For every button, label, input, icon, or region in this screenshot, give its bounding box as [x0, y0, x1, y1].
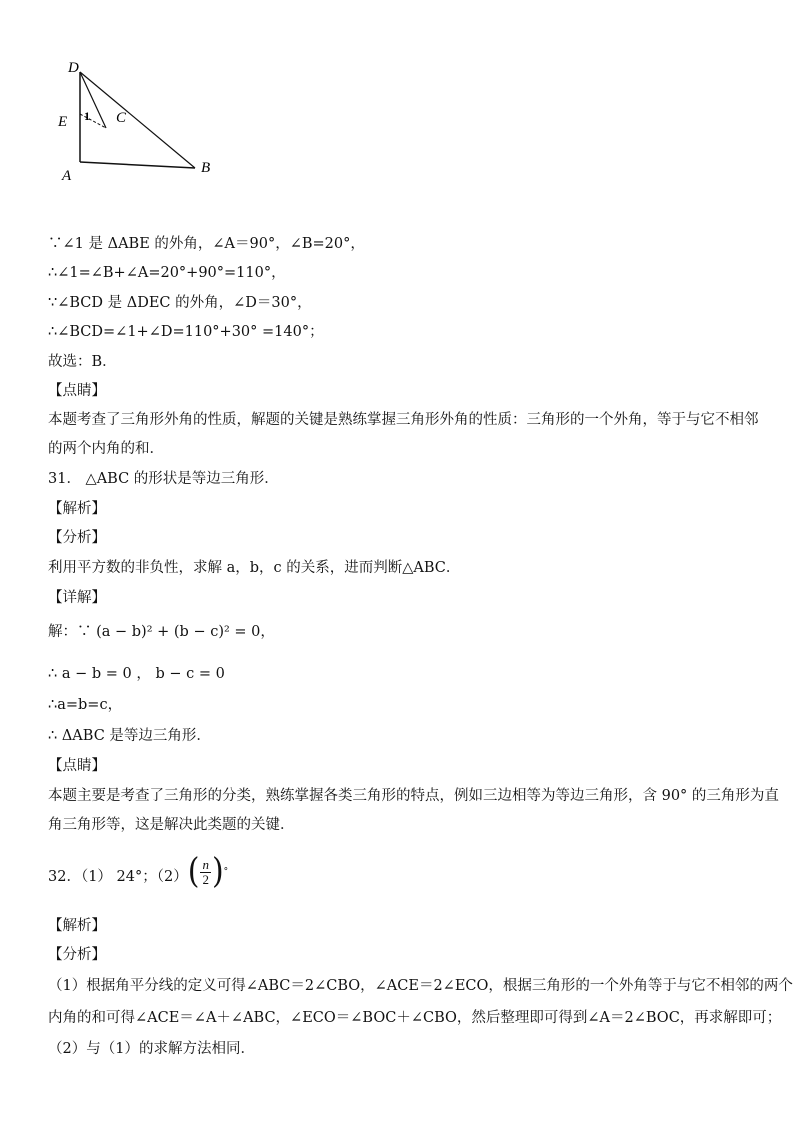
step-2: ∴ a − b = 0 ， b − c = 0 — [48, 666, 225, 682]
q32-degree: ° — [223, 867, 229, 877]
solution-line-1: ∵∠1 是 ΔABE 的外角，∠A＝90°，∠B=20°， — [48, 236, 365, 252]
analysis-32-line-1: （1）根据角平分线的定义可得∠ABC＝2∠CBO，∠ACE＝2∠ECO，根据三角形的一个外角等于与它不相邻的两个 — [48, 978, 793, 994]
segment-AB — [80, 162, 195, 168]
segment-DB — [80, 72, 195, 168]
section-heading-jiexi: 【解析】 — [48, 501, 106, 517]
label-angle-1: 1 — [84, 109, 90, 123]
solution-line-3: ∵∠BCD 是 ΔDEC 的外角，∠D＝30°， — [48, 295, 312, 311]
comment-paragraph-1a: 本题考查了三角形外角的性质，解题的关键是熟练掌握三角形外角的性质：三角形的一个外角，等于与它不相邻 — [48, 412, 759, 428]
q32-prefix: 32．（1） 24°；（2） — [48, 869, 188, 885]
section-heading-fenxi-2: 【分析】 — [48, 947, 106, 963]
answer-line: 故选：B． — [48, 354, 117, 370]
label-A: A — [62, 168, 72, 184]
label-B: B — [201, 160, 211, 176]
section-heading-xiangjie: 【详解】 — [48, 590, 106, 606]
q32-denominator: 2 — [202, 871, 209, 887]
section-heading-jiexi-2: 【解析】 — [48, 918, 106, 934]
comment-paragraph-1b: 的两个内角的和． — [48, 441, 164, 457]
solution-line-4: ∴∠BCD=∠1+∠D=110°+30° =140°； — [48, 324, 324, 340]
comment-paragraph-2a: 本题主要是考查了三角形的分类，熟练掌握各类三角形的特点，例如三边相等为等边三角形，含 90° 的三角形为直 — [48, 788, 779, 804]
solution-line-2: ∴∠1=∠B+∠A=20°+90°=110°， — [48, 265, 286, 281]
comment-paragraph-2b: 角三角形等，这是解决此类题的关键． — [48, 817, 295, 833]
analysis-31: 利用平方数的非负性，求解 a，b，c 的关系，进而判断△ABC． — [48, 560, 461, 576]
step-4: ∴ ΔABC 是等边三角形． — [48, 728, 211, 744]
question-31-answer: 31． △ABC 的形状是等边三角形． — [48, 471, 279, 487]
label-C: C — [116, 110, 127, 126]
step-3: ∴a=b=c， — [48, 697, 123, 713]
question-32-answer — [48, 851, 229, 892]
q32-numerator: n — [202, 856, 209, 872]
label-D: D — [68, 60, 79, 76]
label-E: E — [58, 114, 68, 130]
step-1: 解：∵ (a − b)² + (b − c)² = 0， — [48, 624, 275, 640]
section-heading-dianjing: 【点睛】 — [48, 383, 106, 399]
analysis-32-line-3: （2）与（1）的求解方法相同． — [48, 1041, 255, 1057]
analysis-32-line-2: 内角的和可得∠ACE＝∠A＋∠ABC，∠ECO＝∠BOC＋∠CBO，然后整理即可得到∠A＝2∠BOC，再求解即可； — [48, 1010, 782, 1026]
q32-fraction: ( $\frac{n}{2}$ ) ° — [187, 851, 229, 892]
triangle-figure — [50, 52, 230, 192]
section-heading-fenxi: 【分析】 — [48, 530, 106, 546]
section-heading-dianjing-2: 【点睛】 — [48, 758, 106, 774]
